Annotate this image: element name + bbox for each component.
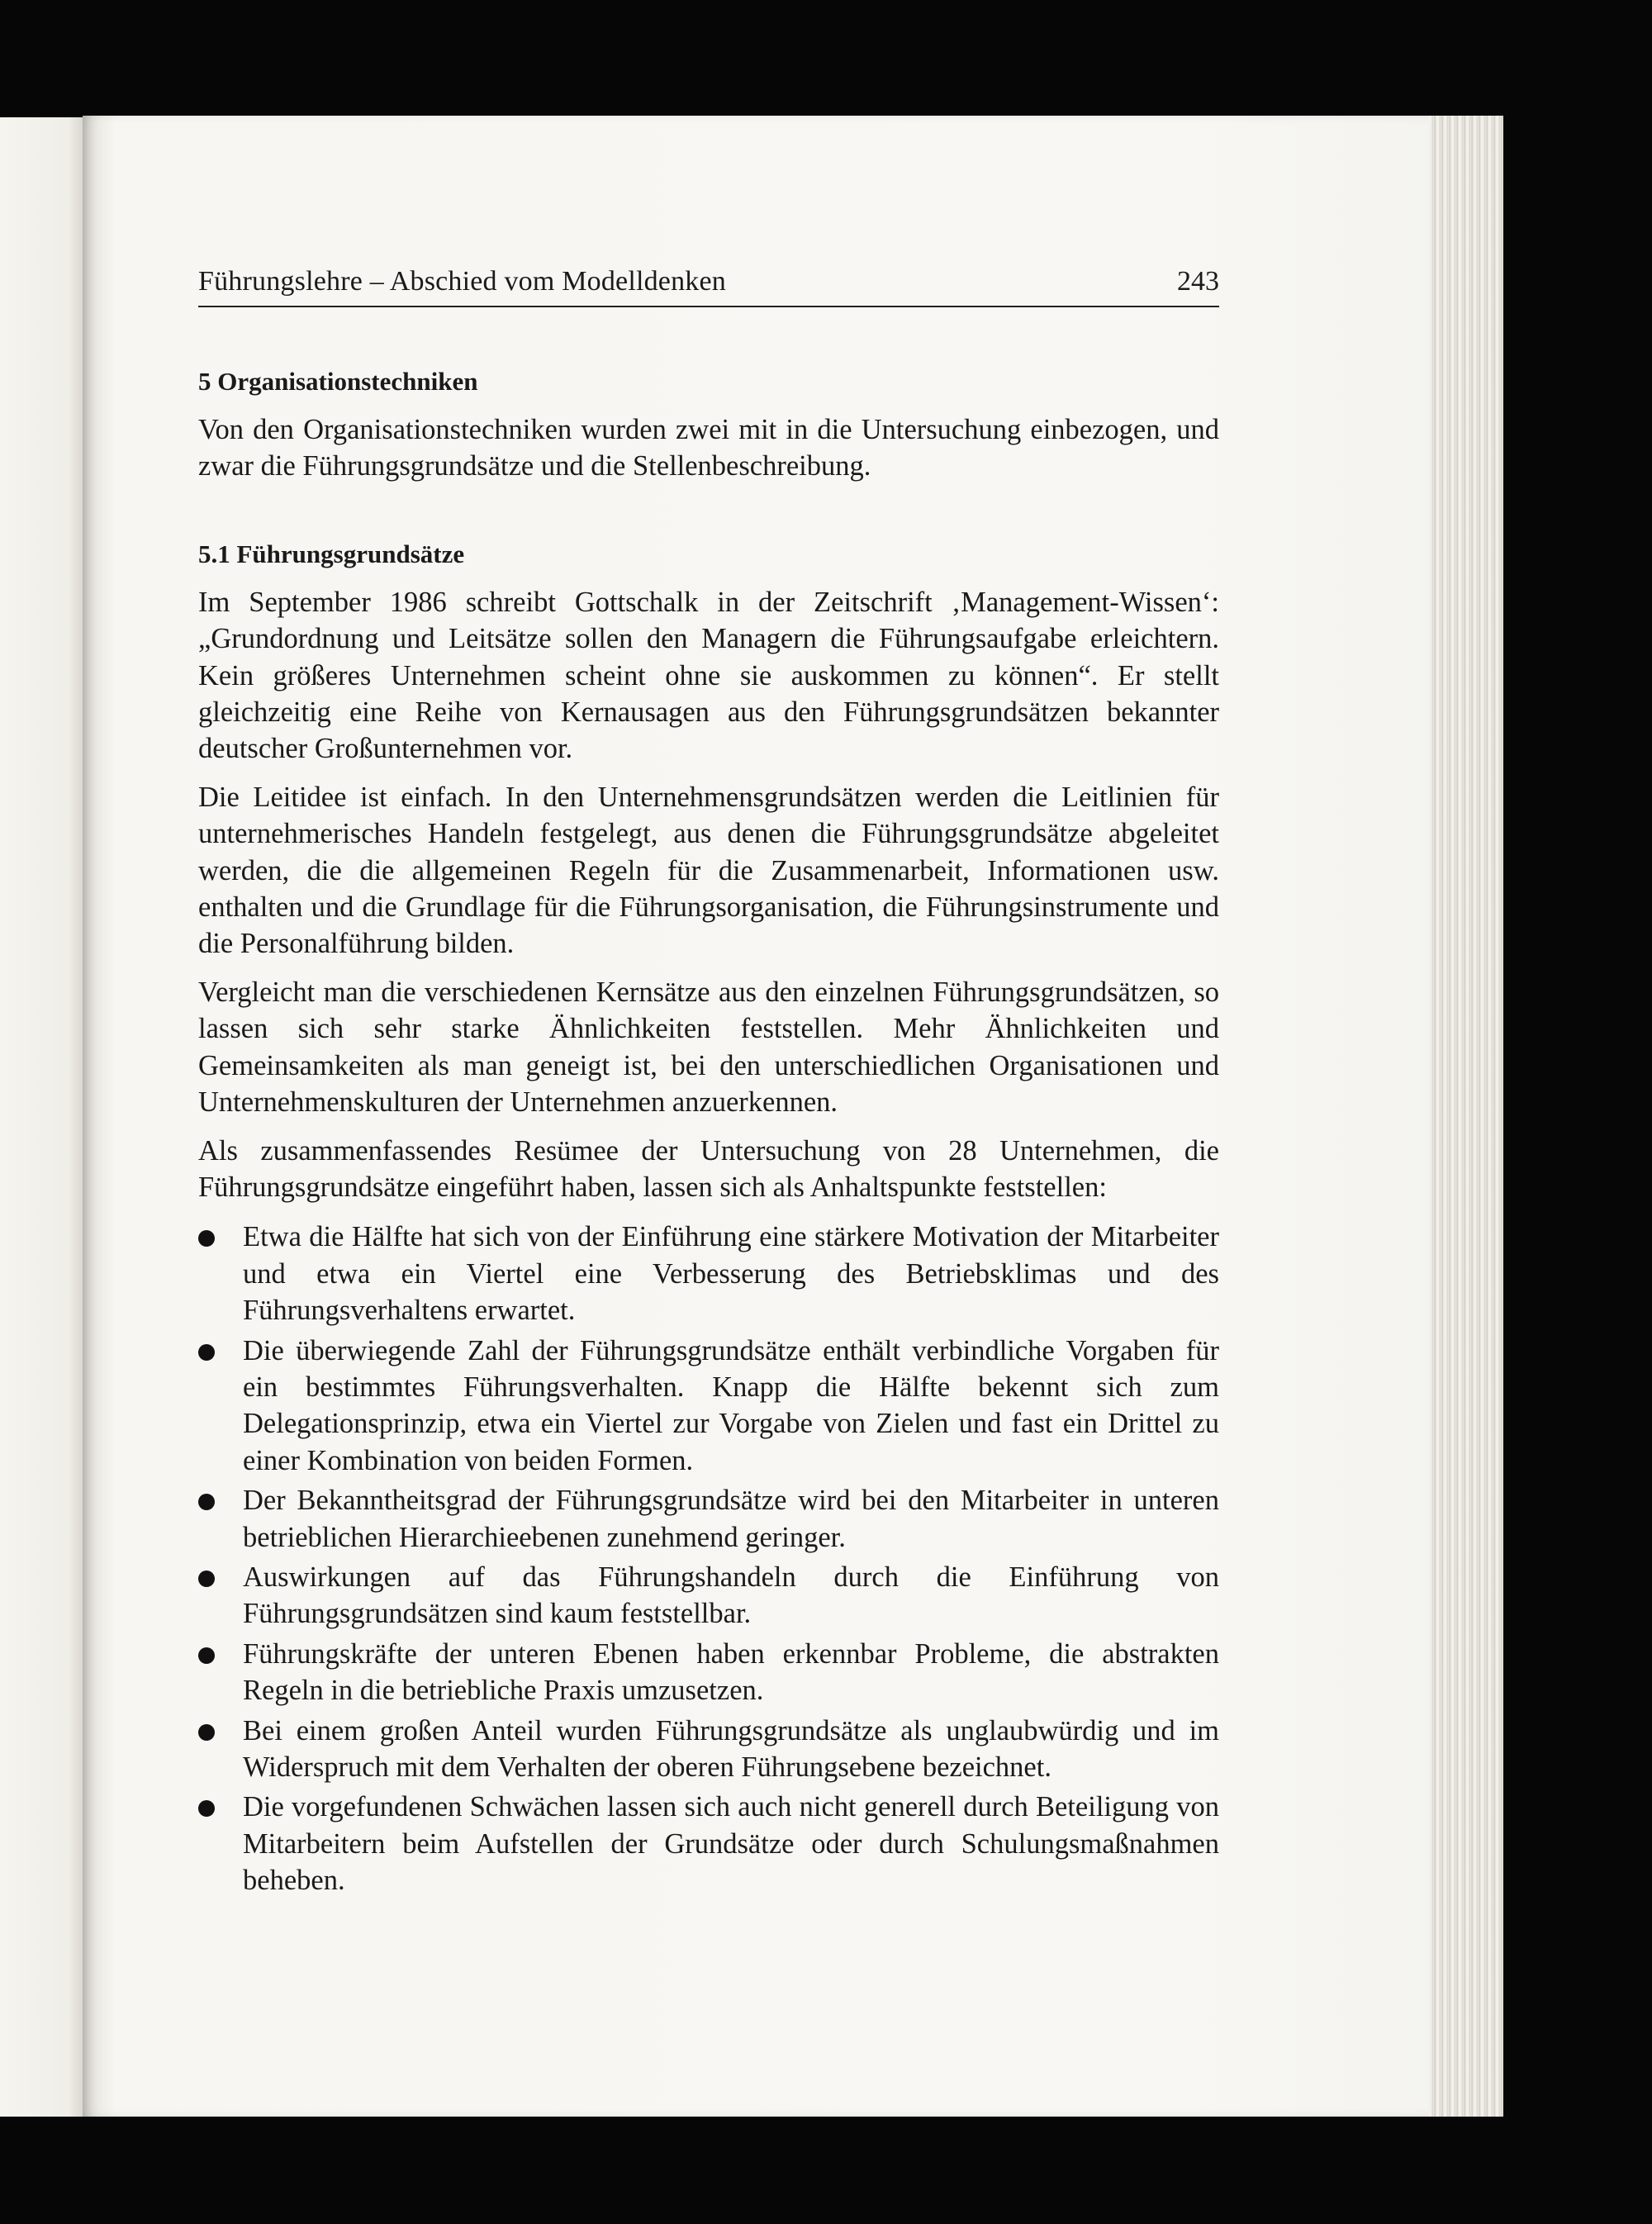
paragraph: Im September 1986 schreibt Gottschalk in der Zeitschrift ‚Management-Wissen‘: „Grundordnung und Leitsätze sollen den Managern die Führungsaufgabe erleichtern. Kein größeres Unternehmen scheint ohne sie auskommen zu können“. Er stellt gleichzeitig eine Reihe von Kernausagen aus den Führungsgrundsätzen bekannter deutscher Großunternehmen vor. xyxy=(198,586,1219,765)
bullet-text: Der Bekanntheitsgrad der Führungsgrundsätze wird bei den Mitarbeiter in unteren betrieblichen Hierarchieebenen zunehmend geringer. xyxy=(243,1485,1219,1553)
subsection-heading: 5.1 Führungsgrundsätze xyxy=(198,539,465,568)
bullet-dot-icon xyxy=(198,1800,215,1817)
bullet-dot-icon xyxy=(198,1647,215,1664)
section-intro-paragraph: Von den Organisationstechniken wurden zwei mit in die Untersuchung einbezogen, und zwar die Führungsgrundsätze und die Stellenbeschreibung. xyxy=(198,414,1219,482)
bullet-item xyxy=(198,1333,1219,1480)
running-header xyxy=(198,263,1219,307)
bullet-dot-icon xyxy=(198,1724,215,1741)
bullet-item xyxy=(198,1219,1219,1328)
bullet-item xyxy=(198,1636,1219,1709)
bullet-item xyxy=(198,1482,1219,1556)
bullet-item xyxy=(198,1713,1219,1786)
page-body xyxy=(198,364,1219,1903)
bullet-text: Bei einem großen Anteil wurden Führungsgrundsätze als unglaubwürdig und im Widerspruch mit dem Verhalten der oberen Führungsebene bezeichnet. xyxy=(243,1714,1219,1783)
paragraph: Die Leitidee ist einfach. In den Unternehmensgrundsätzen werden die Leitlinien für unternehmerisches Handeln festgelegt, aus denen die Führungsgrundsätze abgeleitet werden, die die allgemeinen Regeln für die Zusammenarbeit, Informationen usw. enthalten und die Grundlage für die Führungsorganisation, die Führungsinstrumente und die Personalführung bilden. xyxy=(198,781,1219,960)
page-stack-edge xyxy=(1429,116,1503,2117)
paragraph: Als zusammenfassendes Resümee der Untersuchung von 28 Unternehmen, die Führungsgrundsätze eingeführt haben, lassen sich als Anhaltspunkte feststellen: xyxy=(198,1134,1219,1203)
bullet-dot-icon xyxy=(198,1230,215,1247)
running-title: Führungslehre – Abschied vom Modelldenken xyxy=(198,266,726,297)
bullet-text: Die überwiegende Zahl der Führungsgrundsätze enthält verbindliche Vorgaben für ein bestimmtes Führungsverhalten. Knapp die Hälfte bekennt sich zum Delegationsprinzip, etwa ein Viertel zur Vorgabe von Zielen und fast ein Drittel zu einer Kombination von beiden Formen. xyxy=(243,1334,1219,1476)
bullet-dot-icon xyxy=(198,1571,215,1587)
bullet-text: Die vorgefundenen Schwächen lassen sich auch nicht generell durch Beteiligung von Mitarbeitern beim Aufstellen der Grundsätze oder durch Schulungsmaßnahmen beheben. xyxy=(243,1791,1219,1897)
bullet-text: Auswirkungen auf das Führungshandeln durch die Einführung von Führungsgrundsätzen sind kaum feststellbar. xyxy=(243,1561,1219,1630)
page-number: 243 xyxy=(1177,266,1219,297)
bullet-item xyxy=(198,1789,1219,1898)
section-heading: 5 Organisationstechniken xyxy=(198,367,478,396)
bullet-text: Etwa die Hälfte hat sich von der Einführung eine stärkere Motivation der Mitarbeiter und etwa ein Viertel eine Verbesserung des Betriebsklimas und des Führungsverhaltens erwartet. xyxy=(243,1221,1219,1327)
bullet-dot-icon xyxy=(198,1494,215,1510)
bullet-item xyxy=(198,1559,1219,1632)
bullet-list xyxy=(198,1219,1219,1898)
bullet-text: Führungskräfte der unteren Ebenen haben erkennbar Probleme, die abstrakten Regeln in die betriebliche Praxis umzusetzen. xyxy=(243,1637,1219,1707)
bullet-dot-icon xyxy=(198,1344,215,1361)
paragraph: Vergleicht man die verschiedenen Kernsätze aus den einzelnen Führungsgrundsätzen, so lassen sich sehr starke Ähnlichkeiten feststellen. Mehr Ähnlichkeiten und Gemeinsamkeiten als man geneigt ist, bei den unterschiedlichen Organisationen und Unternehmenskulturen der Unternehmen anzuerkennen. xyxy=(198,976,1219,1119)
